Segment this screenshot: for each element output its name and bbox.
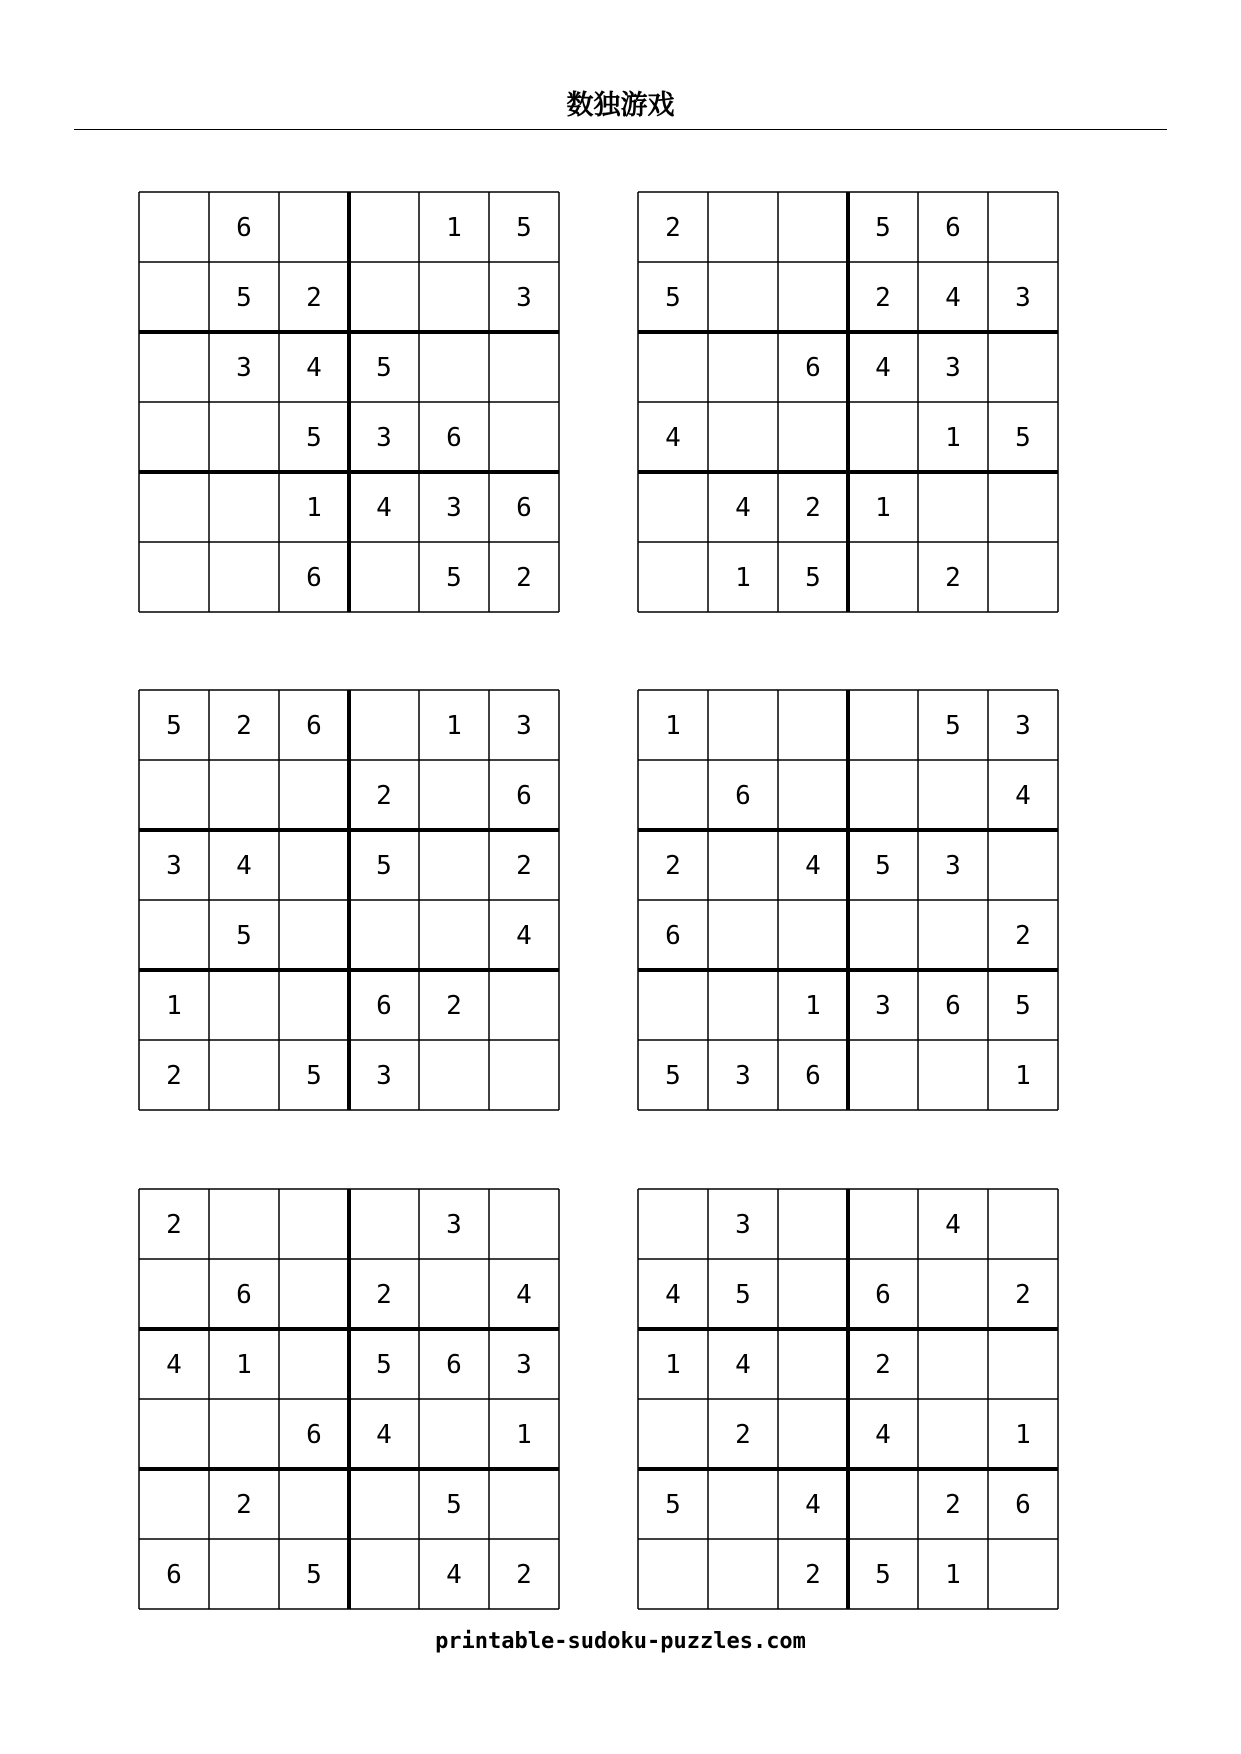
sudoku-puzzle-1 [137,190,561,614]
sudoku-cell: 1 [1015,1061,1031,1091]
sudoku-cell: 5 [875,1560,891,1590]
sudoku-cell: 6 [805,1061,821,1091]
sudoku-cell: 4 [516,921,532,951]
sudoku-cell: 1 [1015,1420,1031,1450]
sudoku-cell: 1 [306,493,322,523]
sudoku-cell: 2 [945,1490,961,1520]
sudoku-puzzle-2 [636,190,1060,614]
sudoku-grid [137,688,561,1112]
sudoku-cell: 3 [376,423,392,453]
sudoku-cell: 6 [306,711,322,741]
sudoku-cell: 5 [306,1560,322,1590]
sudoku-cell: 1 [446,711,462,741]
sudoku-cell: 6 [446,1350,462,1380]
sudoku-cell: 3 [735,1061,751,1091]
sudoku-cell: 1 [945,1560,961,1590]
sudoku-cell: 1 [945,423,961,453]
sudoku-cell: 4 [665,423,681,453]
sudoku-cell: 4 [945,1210,961,1240]
sudoku-cell: 2 [1015,921,1031,951]
sudoku-cell: 6 [516,493,532,523]
sudoku-cell: 3 [875,991,891,1021]
sudoku-cell: 1 [875,493,891,523]
sudoku-cell: 6 [166,1560,182,1590]
sudoku-cell: 1 [735,563,751,593]
sudoku-cell: 5 [446,563,462,593]
sudoku-cell: 5 [665,1490,681,1520]
sudoku-cell: 3 [516,283,532,313]
sudoku-cell: 4 [735,1350,751,1380]
sudoku-cell: 4 [376,1420,392,1450]
sudoku-cell: 4 [376,493,392,523]
sudoku-cell: 6 [446,423,462,453]
sudoku-cell: 2 [875,283,891,313]
sudoku-cell: 5 [516,213,532,243]
sudoku-cell: 5 [236,921,252,951]
sudoku-cell: 5 [306,423,322,453]
sudoku-cell: 2 [805,493,821,523]
sudoku-cell: 3 [516,1350,532,1380]
sudoku-cell: 5 [166,711,182,741]
sudoku-cell: 4 [875,353,891,383]
sudoku-cell: 2 [1015,1280,1031,1310]
sudoku-cell: 3 [236,353,252,383]
sudoku-cell: 6 [1015,1490,1031,1520]
sudoku-cell: 1 [516,1420,532,1450]
sudoku-cell: 2 [805,1560,821,1590]
sudoku-cell: 3 [735,1210,751,1240]
sudoku-cell: 5 [376,353,392,383]
sudoku-cell: 2 [236,1490,252,1520]
sudoku-grid [636,688,1060,1112]
sudoku-puzzle-5 [137,1187,561,1611]
sudoku-cell: 1 [665,1350,681,1380]
sudoku-cell: 5 [945,711,961,741]
sudoku-cell: 6 [516,781,532,811]
sudoku-cell: 2 [516,1560,532,1590]
sudoku-cell: 2 [376,781,392,811]
sudoku-cell: 4 [446,1560,462,1590]
sudoku-cell: 2 [665,213,681,243]
sudoku-cell: 4 [805,1490,821,1520]
sudoku-cell: 4 [805,851,821,881]
sudoku-cell: 4 [735,493,751,523]
page-title: 数独游戏 [566,90,675,121]
sudoku-cell: 5 [805,563,821,593]
sudoku-puzzle-3 [137,688,561,1112]
sudoku-cell: 4 [306,353,322,383]
sudoku-cell: 4 [945,283,961,313]
sudoku-cell: 2 [166,1061,182,1091]
sudoku-cell: 6 [306,1420,322,1450]
sudoku-puzzle-6 [636,1187,1060,1611]
sudoku-cell: 3 [1015,283,1031,313]
sudoku-puzzle-4 [636,688,1060,1112]
sudoku-cell: 6 [945,213,961,243]
sudoku-cell: 3 [1015,711,1031,741]
sudoku-cell: 2 [236,711,252,741]
sudoku-cell: 3 [446,1210,462,1240]
sudoku-cell: 2 [516,851,532,881]
sudoku-cell: 5 [875,851,891,881]
sudoku-cell: 2 [446,991,462,1021]
sudoku-cell: 5 [735,1280,751,1310]
sudoku-cell: 5 [236,283,252,313]
sudoku-cell: 4 [236,851,252,881]
sudoku-cell: 2 [306,283,322,313]
sudoku-cell: 4 [665,1280,681,1310]
sudoku-cell: 2 [376,1280,392,1310]
sudoku-cell: 6 [875,1280,891,1310]
sudoku-cell: 2 [665,851,681,881]
sudoku-cell: 6 [306,563,322,593]
sudoku-cell: 2 [166,1210,182,1240]
sudoku-cell: 5 [665,1061,681,1091]
sudoku-cell: 4 [875,1420,891,1450]
sudoku-cell: 6 [735,781,751,811]
sudoku-cell: 4 [1015,781,1031,811]
sudoku-cell: 1 [446,213,462,243]
sudoku-cell: 1 [166,991,182,1021]
sudoku-cell: 1 [805,991,821,1021]
sudoku-cell: 2 [516,563,532,593]
sudoku-cell: 5 [376,1350,392,1380]
sudoku-cell: 1 [665,711,681,741]
sudoku-cell: 6 [376,991,392,1021]
sudoku-cell: 5 [446,1490,462,1520]
sudoku-grid [636,190,1060,614]
sudoku-cell: 3 [516,711,532,741]
sudoku-cell: 4 [516,1280,532,1310]
sudoku-cell: 2 [735,1420,751,1450]
sudoku-cell: 6 [945,991,961,1021]
sudoku-cell: 5 [1015,423,1031,453]
sudoku-grid [137,1187,561,1611]
sudoku-cell: 5 [376,851,392,881]
sudoku-cell: 3 [376,1061,392,1091]
sudoku-cell: 5 [1015,991,1031,1021]
title-divider [74,129,1167,130]
sudoku-cell: 3 [166,851,182,881]
sudoku-cell: 5 [665,283,681,313]
site-footer: printable-sudoku-puzzles.com [435,1629,806,1654]
sudoku-grid [636,1187,1060,1611]
sudoku-cell: 3 [945,851,961,881]
sudoku-cell: 5 [306,1061,322,1091]
sudoku-cell: 3 [945,353,961,383]
sudoku-cell: 6 [236,1280,252,1310]
sudoku-cell: 6 [665,921,681,951]
sudoku-cell: 4 [166,1350,182,1380]
sudoku-cell: 3 [446,493,462,523]
sudoku-cell: 6 [236,213,252,243]
sudoku-grid [137,190,561,614]
sudoku-cell: 5 [875,213,891,243]
sudoku-cell: 2 [945,563,961,593]
sudoku-cell: 1 [236,1350,252,1380]
sudoku-cell: 6 [805,353,821,383]
sudoku-cell: 2 [875,1350,891,1380]
